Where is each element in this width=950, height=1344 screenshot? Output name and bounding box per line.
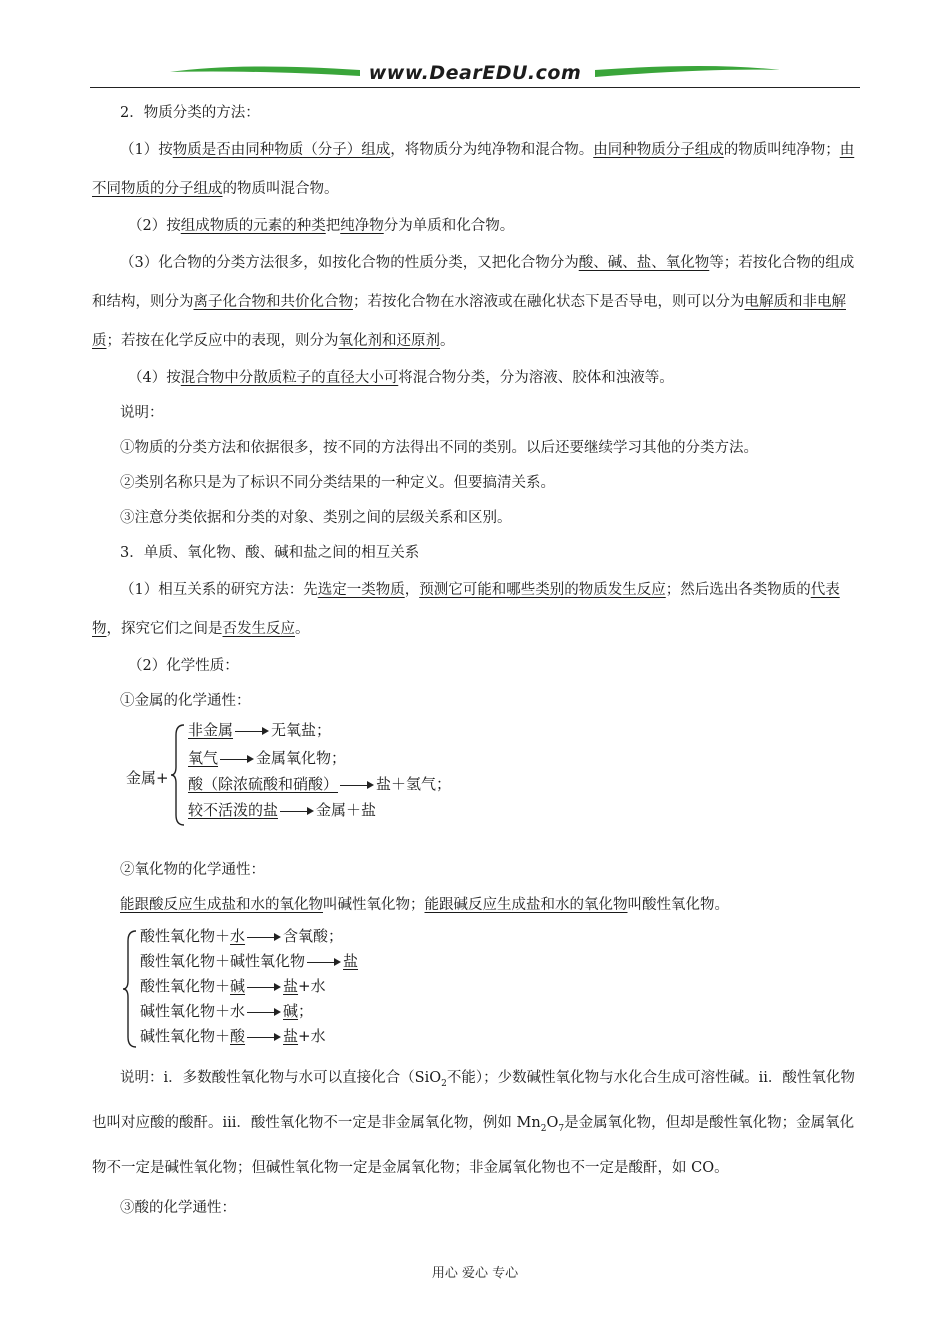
arrow-icon (247, 932, 281, 942)
metal-diagram (92, 719, 860, 831)
note-title: 说明： (120, 405, 164, 421)
brace-icon (122, 929, 138, 1049)
page-header (90, 58, 860, 90)
metal-row-3: 酸（除浓硫酸和硝酸） 盐＋氢气； (188, 775, 452, 793)
acid-title: ③酸的化学通性： (120, 1199, 236, 1216)
metal-head: 金属+ (126, 769, 169, 787)
para-2-1: （1）按物质是否由同种物质（分子）组成，将物质分为纯净物和混合物。由同种物质分子组成的物质叫纯净物；由不同物质的分子组成的物质叫混合物。 (92, 142, 855, 197)
arrow-icon (340, 780, 374, 790)
arrow-icon (247, 1007, 281, 1017)
site-logo[interactable]: www.DearEDU.com (368, 62, 582, 84)
arrow-icon (247, 982, 281, 992)
document-body (92, 96, 860, 1228)
metal-row-2: 氧气 金属氧化物； (188, 749, 347, 767)
arrow-icon (235, 726, 269, 736)
note-3: ③注意分类依据和分类的对象、类别之间的层级关系和区别。 (120, 510, 512, 526)
oxide-row-3: 酸性氧化物＋碱 盐+水 (140, 977, 326, 995)
oxide-row-5: 碱性氧化物＋酸 盐+水 (140, 1027, 326, 1045)
arrow-icon (220, 754, 254, 764)
metal-title: ①金属的化学通性： (120, 693, 251, 709)
metal-row-1: 非金属 无氧盐； (188, 721, 332, 739)
note-2: ②类别名称只是为了标识不同分类结果的一种定义。但要搞清关系。 (120, 475, 555, 491)
oxide-row-2: 酸性氧化物＋碱性氧化物 盐 (140, 952, 359, 970)
oxide-diagram (92, 925, 860, 1053)
oxide-row-4: 碱性氧化物＋水 碱； (140, 1002, 314, 1020)
para-3-1: （1）相互关系的研究方法：先选定一类物质，预测它可能和哪些类别的物质发生反应；然后选出各类物质的代表物，探究它们之间是否发生反应。 (92, 582, 840, 637)
section-3-title: 3．单质、氧化物、酸、碱和盐之间的相互关系 (120, 545, 420, 561)
para-2-3: （3）化合物的分类方法很多，如按化合物的性质分类，又把化合物分为酸、碱、盐、氧化物等；若按化合物的组成和结构，则分为离子化合物和共价化合物；若按化合物在水溶液或在融化状态下是否导电，则可以分为电解质和非电解质；若按在化学反应中的表现，则分为氧化剂和还原剂。 (92, 255, 855, 349)
oxide-explanation: 说明：ⅰ．多数酸性氧化物与水可以直接化合（SiO$_2$不能）；少数碱性氧化物与水化合生成可溶性碱。ⅱ．酸性氧化物也叫对应酸的酸酐。ⅲ．酸性氧化物不一定是非金属氧化物，例如 $Mn_2O_7$是金属氧化物，但却是酸性氧化物；金属氧化物不一定是碱性氧化物；但碱性氧化物一定是金属氧化物；非金属氧化物也不一定是酸酐，如 CO。 (92, 1070, 855, 1176)
arrow-icon (307, 957, 341, 967)
para-2-4: （4）按混合物中分散质粒子的直径大小可将混合物分类，分为溶液、胶体和浊液等。 (128, 370, 674, 386)
metal-row-4: 较不活泼的盐 金属＋盐 (188, 801, 377, 819)
arrow-icon (247, 1032, 281, 1042)
oxide-title: ②氧化物的化学通性： (120, 862, 265, 878)
para-3-2: （2）化学性质： (128, 658, 239, 674)
oxide-definition: 能跟酸反应生成盐和水的氧化物叫碱性氧化物；能跟碱反应生成盐和水的氧化物叫酸性氧化物。 (120, 897, 729, 913)
arrow-icon (280, 806, 314, 816)
para-2-2: （2）按组成物质的元素的种类把纯净物分为单质和化合物。 (128, 218, 515, 234)
section-2-title: 2．物质分类的方法： (120, 105, 260, 121)
brace-icon (170, 723, 186, 827)
header-rule (90, 87, 860, 88)
oxide-row-1: 酸性氧化物＋水 含氧酸； (140, 927, 344, 945)
note-1: ①物质的分类方法和依据很多，按不同的方法得出不同的类别。以后还要继续学习其他的分类方法。 (120, 440, 758, 456)
page-footer: 用心 爱心 专心 (431, 1266, 519, 1281)
